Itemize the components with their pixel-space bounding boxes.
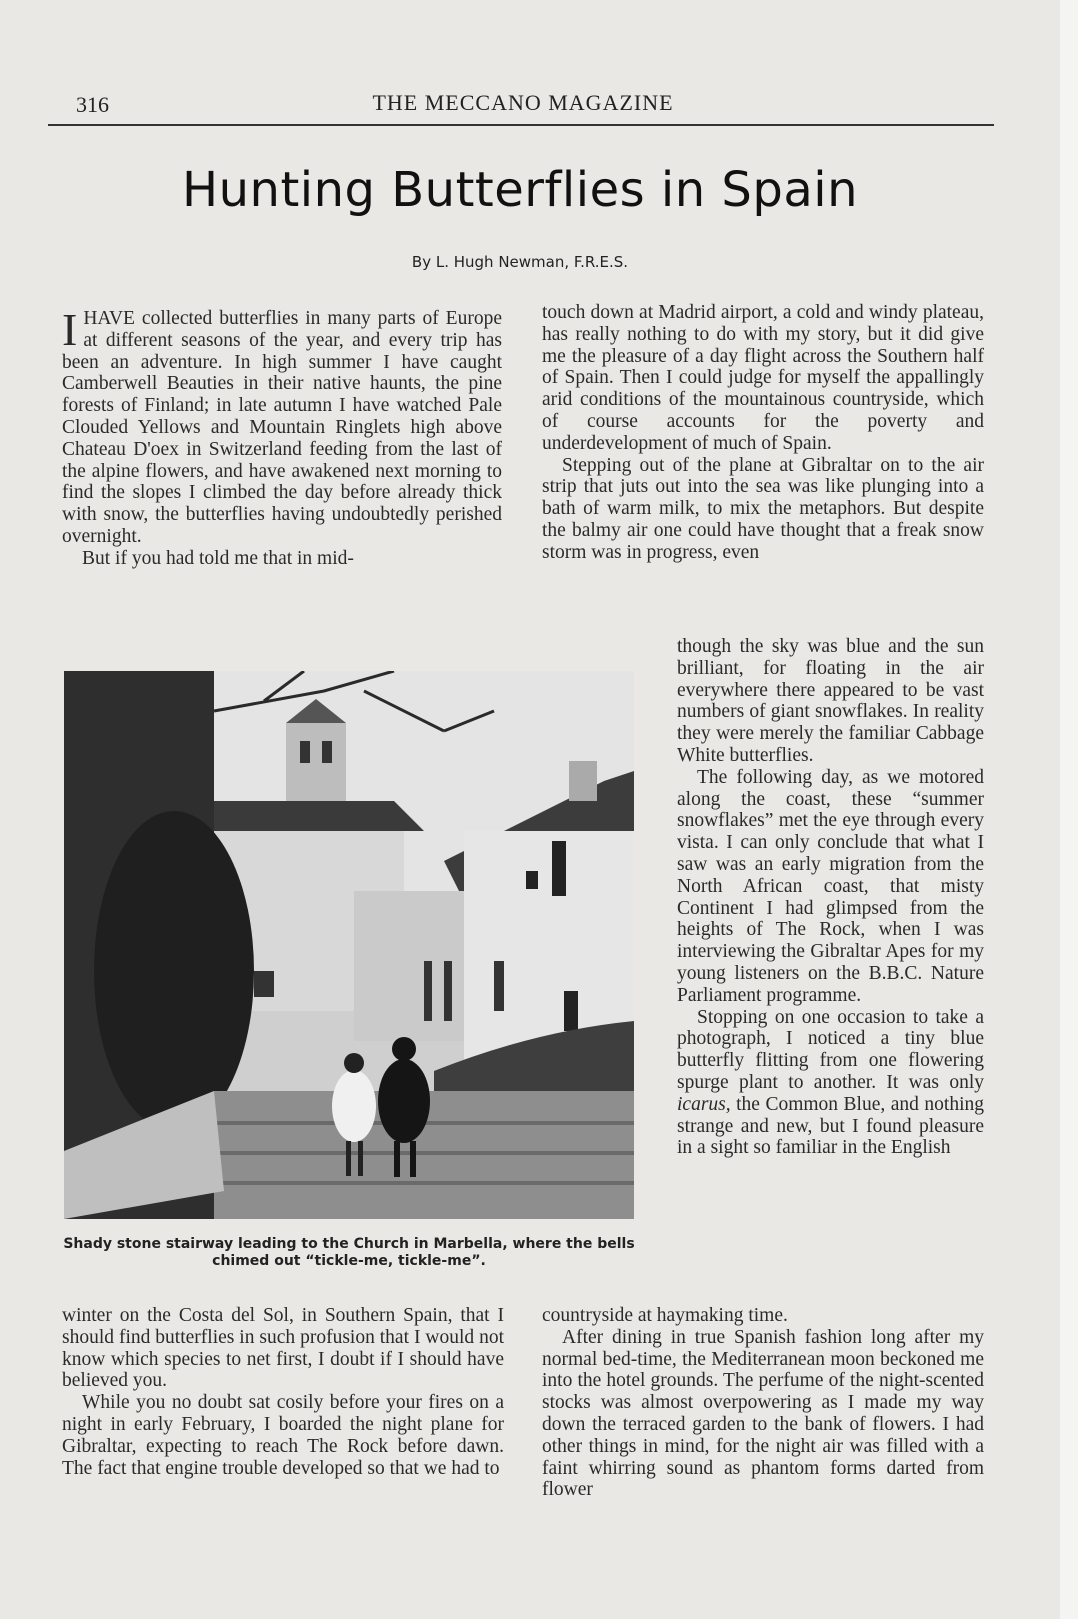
page-header xyxy=(48,92,998,122)
magazine-title: THE MECCANO MAGAZINE xyxy=(372,90,674,115)
column-left-top xyxy=(62,304,502,570)
paragraph-4-start: Stepping out of the plane at Gibraltar on to the air strip that juts out into the sea was like plunging into a bath of warm milk, to mix the metaphors. But despite the balmy air one could have thought that a freak snow storm was in progress, even xyxy=(542,454,984,563)
photo-illustration xyxy=(64,671,634,1219)
page-edge xyxy=(1060,0,1078,1619)
paragraph-2-start: But if you had told me that in mid- xyxy=(82,547,354,569)
drop-cap: I xyxy=(62,304,78,355)
paragraph-4-end: though the sky was blue and the sun brilliant, for floating in the air everywhere there appeared to be vast numbers of giant snowflakes. In reality they were merely the familiar Cabbage White butterflies. xyxy=(677,636,984,766)
paragraph-1: IHAVE collected butterflies in many parts of Europe at different seasons of the year, and every trip has been an adventure. In high summer I have caught Camberwell Beauties in their native haunts, the pine forests of Finland; in late autumn I have watched Pale Clouded Yellows and Mountain Ringlets high above Chateau D'oex in Switzerland feeding from the last of the alpine flowers, and have awakened next morning to find the slopes I climbed the day before already thick with snow, the butterflies having undoubtedly perished overnight. xyxy=(62,304,502,547)
paragraph-6-start: Stopping on one occasion to take a photograph, I noticed a tiny blue butterfly flitting from one flowering spurge plant to another. It was only icarus, the Common Blue, and nothing strange and new, but I found pleasure in a sight so familiar in the English xyxy=(677,1006,984,1159)
header-rule xyxy=(48,124,994,126)
article-title: Hunting Butterflies in Spain xyxy=(182,162,858,218)
column-right-narrow xyxy=(677,636,984,1159)
marbella-stairway-photo xyxy=(64,671,634,1219)
paragraph-6-end: countryside at haymaking time. xyxy=(542,1305,788,1326)
paragraph-2-end: winter on the Costa del Sol, in Southern Spain, that I should find butterflies in such profusion that I would not know which species to net first, I doubt if I should have believed you. xyxy=(62,1305,504,1392)
paragraph-7: After dining in true Spanish fashion long after my normal bed-time, the Mediterranean moon beckoned me into the hotel grounds. The perfume of the night-scented stocks was almost overpowering as I made my way down the terraced garden to the bank of flowers. I had other things in mind, for the night air was filled with a faint whirring sound as phantom forms darted from flower xyxy=(542,1326,984,1501)
photo-caption: Shady stone stairway leading to the Church in Marbella, where the bells chimed out “tickle-me, tickle-me”. xyxy=(63,1236,635,1269)
paragraph-3-start: While you no doubt sat cosily before your fires on a night in early February, I boarded the night plane for Gibraltar, expecting to reach The Rock before dawn. The fact that engine trouble developed so that we had to xyxy=(62,1392,504,1479)
paragraph-3-end: touch down at Madrid airport, a cold and windy plateau, has really nothing to do with my story, but it did give me the pleasure of a day flight across the Southern half of Spain. Then I could judge for myself the appallingly arid conditions of the mountainous countryside, which of course accounts for the poverty and underdevelopment of much of Spain. xyxy=(542,302,984,454)
column-right-bottom xyxy=(542,1305,984,1501)
column-right-top xyxy=(542,302,984,564)
article-byline: By L. Hugh Newman, F.R.E.S. xyxy=(411,253,629,271)
species-name: icarus, xyxy=(677,1093,731,1115)
column-left-bottom xyxy=(62,1305,504,1479)
paragraph-5: The following day, as we motored along the coast, these “summer snowflakes” met the eye through every vista. I can only conclude that what I saw was an early migration from the North African coast, that misty Continent I had glimpsed from the heights of The Rock, when I was interviewing the Gibraltar Apes for my young listeners on the B.B.C. Nature Parliament programme. xyxy=(677,766,984,1006)
page-number: 316 xyxy=(76,92,109,117)
